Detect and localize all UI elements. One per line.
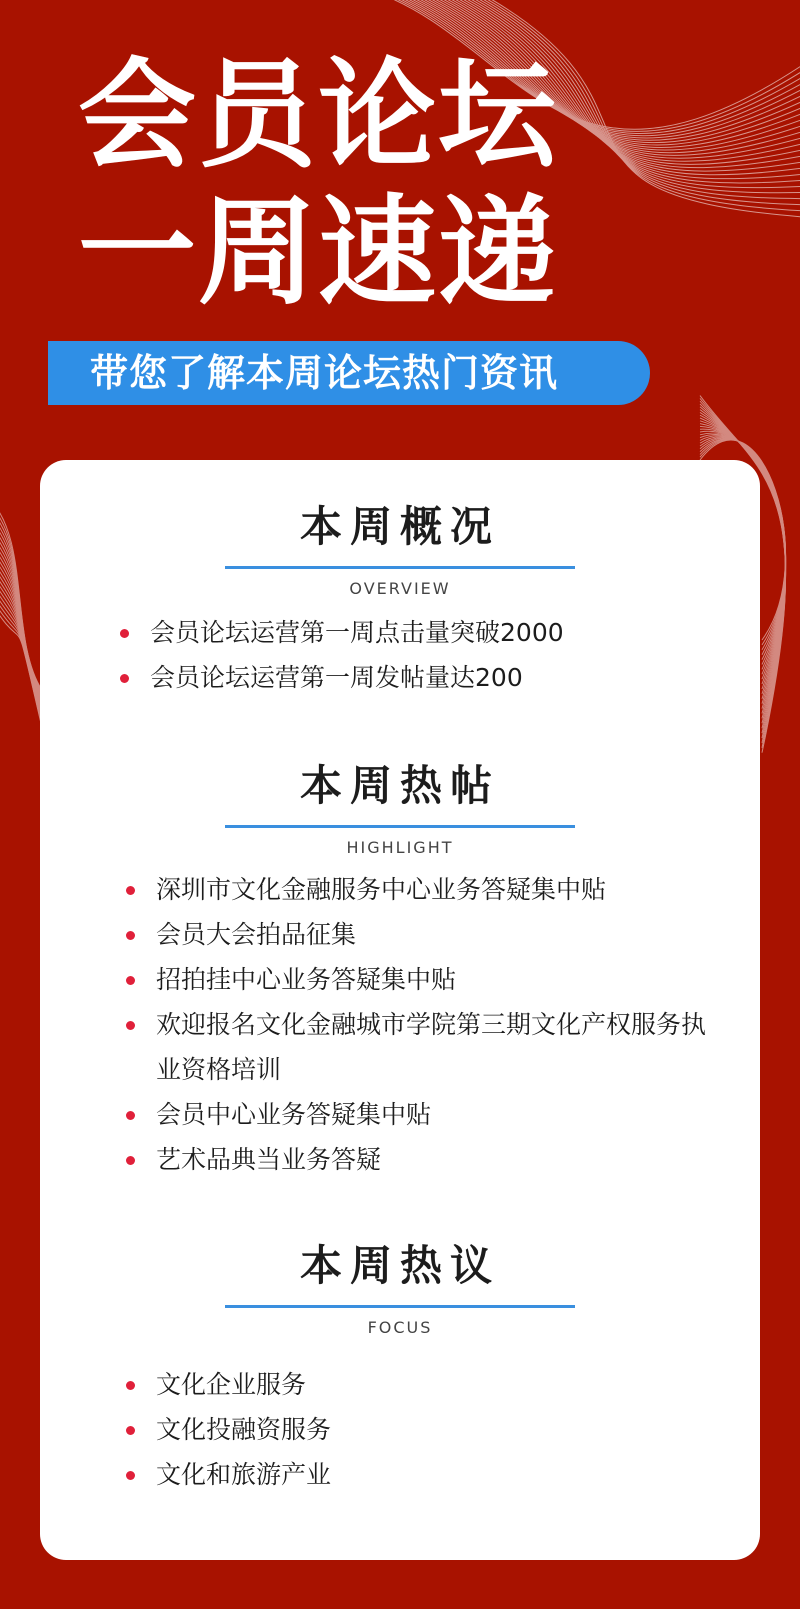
section-divider [225, 825, 575, 828]
bullet-dot [126, 1156, 135, 1165]
content-card [40, 460, 760, 1560]
bullet-dot [126, 976, 135, 985]
bullet-dot [126, 1381, 135, 1390]
list-item [126, 1362, 331, 1407]
overview-list [120, 610, 564, 700]
section-title: 本周概况 [299, 502, 500, 551]
section-divider [225, 1305, 575, 1308]
list-item-text: 招拍挂中心业务答疑集中贴 [156, 965, 457, 994]
list-item-text: 会员论坛运营第一周发帖量达200 [150, 663, 523, 692]
list-item-text: 文化和旅游产业 [156, 1460, 332, 1489]
list-item [126, 912, 706, 957]
bullet-dot [126, 1426, 135, 1435]
bullet-dot [120, 674, 129, 683]
bullet-dot [126, 1021, 135, 1030]
list-item [120, 610, 564, 655]
list-item [126, 1002, 706, 1092]
section-divider [225, 566, 575, 569]
list-item-text: 会员中心业务答疑集中贴 [156, 1100, 432, 1129]
bullet-dot [126, 1471, 135, 1480]
bullet-dot [120, 629, 129, 638]
list-item [126, 1452, 331, 1497]
hero-title-line2: 一周速递 [78, 183, 559, 321]
focus-list [126, 1362, 331, 1497]
section-subtitle: OVERVIEW [349, 579, 451, 598]
list-item [126, 867, 706, 912]
section-title: 本周热帖 [299, 761, 500, 810]
section-subtitle: FOCUS [367, 1318, 433, 1337]
list-item [126, 1137, 706, 1182]
list-item-text: 会员论坛运营第一周点击量突破2000 [150, 618, 564, 647]
list-item-text: 文化投融资服务 [156, 1415, 332, 1444]
list-item-text: 欢迎报名文化金融城市学院第三期文化产权服务执业资格培训 [156, 1010, 707, 1084]
list-item [126, 1407, 331, 1452]
list-item [126, 1092, 706, 1137]
list-item-text: 深圳市文化金融服务中心业务答疑集中贴 [156, 875, 607, 904]
list-item [120, 655, 564, 700]
bullet-dot [126, 931, 135, 940]
list-item-text: 艺术品典当业务答疑 [156, 1145, 382, 1174]
list-item-text: 文化企业服务 [156, 1370, 307, 1399]
bullet-dot [126, 886, 135, 895]
list-item-text: 会员大会拍品征集 [156, 920, 357, 949]
bullet-dot [126, 1111, 135, 1120]
section-title: 本周热议 [299, 1241, 500, 1290]
highlight-list [126, 867, 706, 1182]
hero-title-line1: 会员论坛 [78, 46, 559, 184]
subtitle-banner: 带您了解本周论坛热门资讯 [48, 341, 650, 405]
section-subtitle: HIGHLIGHT [346, 838, 454, 857]
list-item [126, 957, 706, 1002]
